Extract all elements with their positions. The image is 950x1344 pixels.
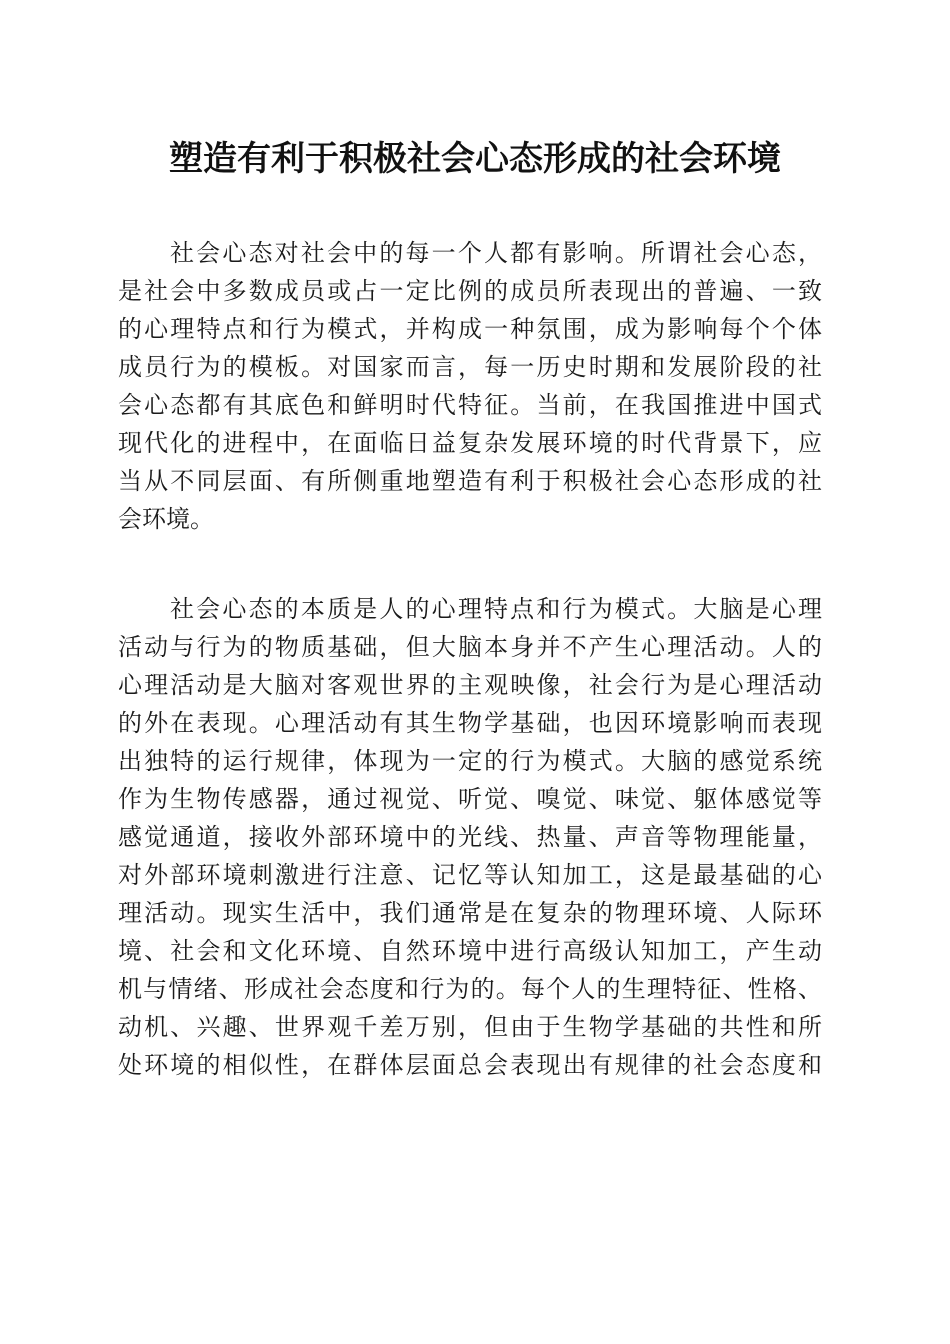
text-line: 会心态都有其底色和鲜明时代特征。当前，在我国推进中国式	[118, 391, 822, 419]
paragraph-1	[118, 234, 822, 538]
text-line: 成员行为的模板。对国家而言，每一历史时期和发展阶段的社	[118, 353, 822, 381]
text-line: 作为生物传感器，通过视觉、听觉、嗅觉、味觉、躯体感觉等	[118, 785, 822, 813]
text-line: 的外在表现。心理活动有其生物学基础，也因环境影响而表现	[118, 709, 822, 737]
text-line: 会环境。	[118, 505, 214, 533]
document-title: 塑造有利于积极社会心态形成的社会环境	[169, 139, 781, 179]
text-line: 出独特的运行规律，体现为一定的行为模式。大脑的感觉系统	[118, 747, 822, 775]
text-line: 处环境的相似性，在群体层面总会表现出有规律的社会态度和	[118, 1051, 822, 1079]
text-line: 理活动。现实生活中，我们通常是在复杂的物理环境、人际环	[118, 899, 822, 927]
text-line: 当从不同层面、有所侧重地塑造有利于积极社会心态形成的社	[118, 467, 822, 495]
text-line: 活动与行为的物质基础，但大脑本身并不产生心理活动。人的	[118, 633, 822, 661]
text-line: 动机、兴趣、世界观千差万别，但由于生物学基础的共性和所	[118, 1013, 822, 1041]
text-line: 是社会中多数成员或占一定比例的成员所表现出的普遍、一致	[118, 277, 822, 305]
text-line: 境、社会和文化环境、自然环境中进行高级认知加工，产生动	[118, 937, 822, 965]
text-line: 的心理特点和行为模式，并构成一种氛围，成为影响每个个体	[118, 315, 822, 343]
text-line: 心理活动是大脑对客观世界的主观映像，社会行为是心理活动	[118, 671, 822, 699]
text-line: 现代化的进程中，在面临日益复杂发展环境的时代背景下，应	[118, 429, 822, 457]
text-line: 社会心态的本质是人的心理特点和行为模式。大脑是心理	[170, 595, 822, 623]
text-line: 对外部环境刺激进行注意、记忆等认知加工，这是最基础的心	[118, 861, 822, 889]
text-line: 社会心态对社会中的每一个人都有影响。所谓社会心态，	[170, 239, 822, 267]
text-line: 机与情绪、形成社会态度和行为的。每个人的生理特征、性格、	[118, 975, 822, 1003]
paragraph-2	[118, 590, 822, 1084]
text-line: 感觉通道，接收外部环境中的光线、热量、声音等物理能量，	[118, 823, 822, 851]
